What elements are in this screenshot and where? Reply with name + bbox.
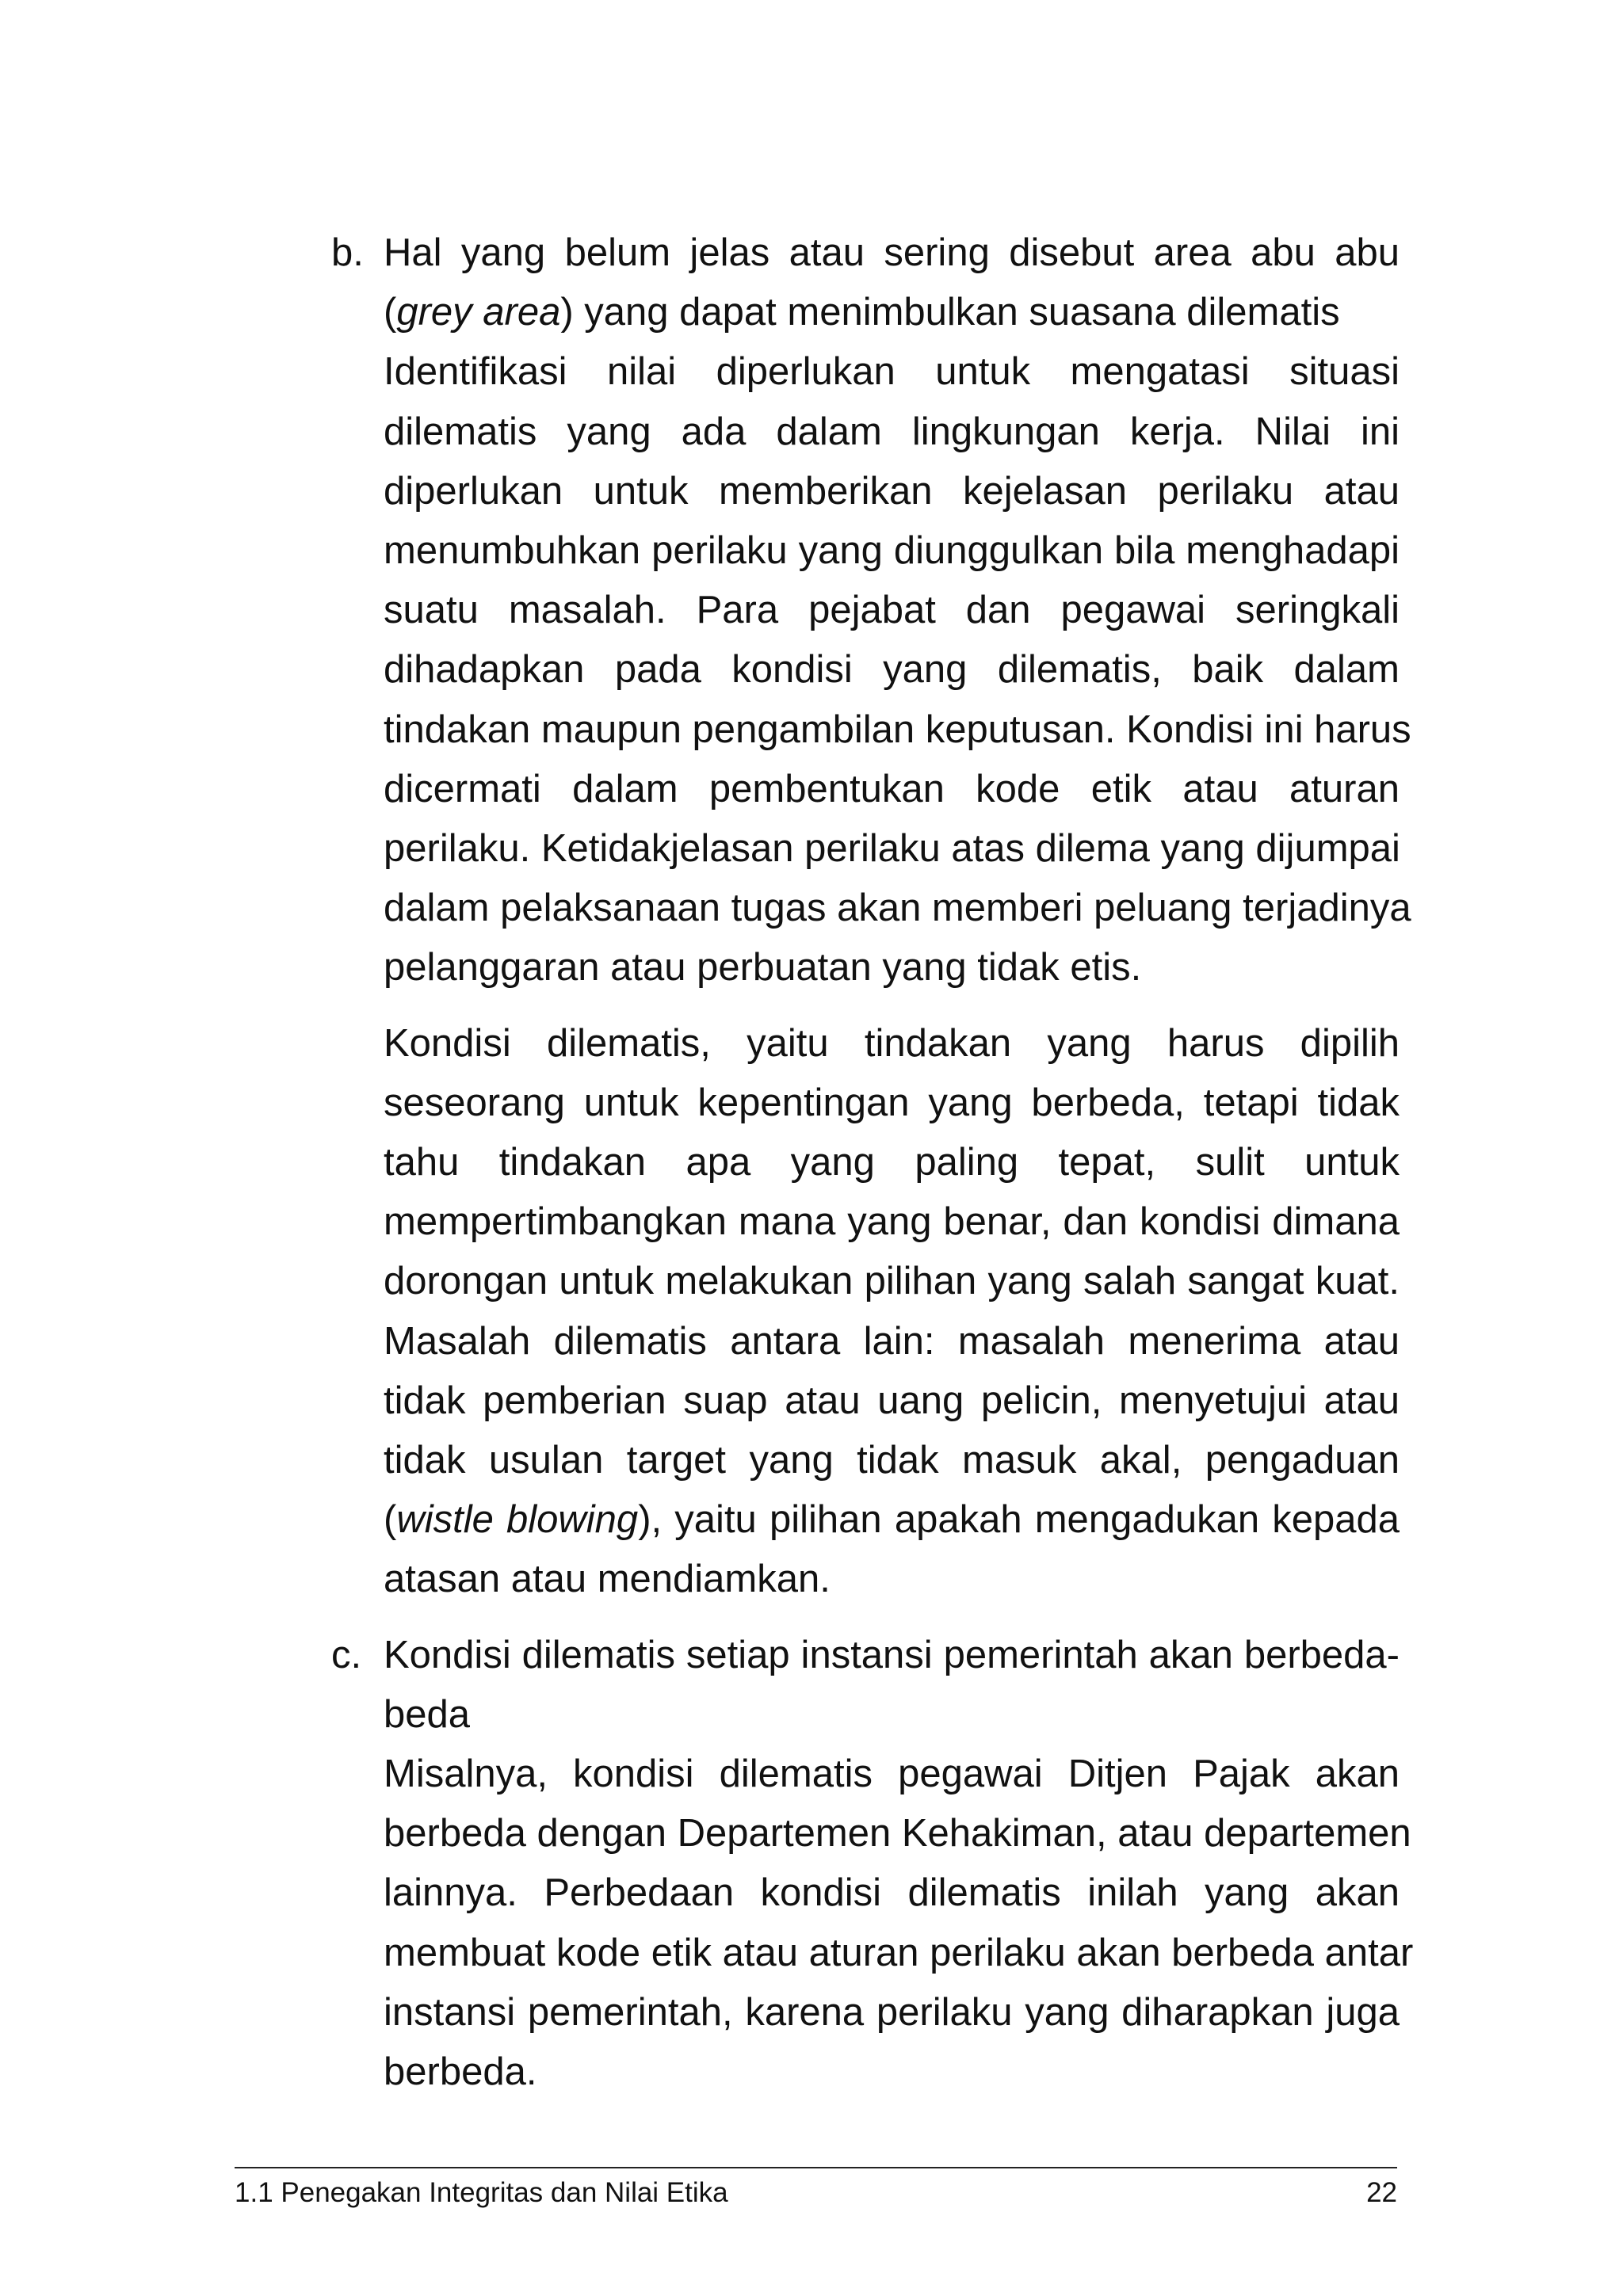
document-body [331, 223, 1414, 2102]
paragraph [384, 223, 1411, 998]
list-marker: b. [331, 231, 364, 274]
text-line: Masalah dilematis antara lain: masalah menerima atau [384, 1319, 1400, 1363]
list-item-b [331, 223, 1411, 1610]
text-line: dalam pelaksanaan tugas akan memberi peluang terjadinya [384, 887, 1411, 930]
text-line: dilematis yang ada dalam lingkungan kerja. Nilai ini [384, 410, 1400, 453]
text-line: perilaku. Ketidakjelasan perilaku atas dilema yang dijumpai [384, 827, 1400, 871]
text-line: Kondisi dilematis, yaitu tindakan yang harus dipilih [384, 1021, 1400, 1065]
text-line: tahu tindakan apa yang paling tepat, sulit untuk [384, 1141, 1400, 1184]
text-line: Hal yang belum jelas atau sering disebut area abu abu [384, 231, 1400, 274]
text-line: seseorang untuk kepentingan yang berbeda, tetapi tidak [384, 1081, 1400, 1124]
text-line: mempertimbangkan mana yang benar, dan kondisi dimana [384, 1200, 1400, 1244]
text-line: Kondisi dilematis setiap instansi pemerintah akan berbeda- [384, 1633, 1400, 1676]
text-line: atasan atau mendiamkan. [384, 1558, 831, 1601]
text-line: berbeda dengan Departemen Kehakiman, atau departemen [384, 1812, 1411, 1855]
footer-title: 1.1 Penegakan Integritas dan Nilai Etika [235, 2177, 728, 2208]
text-line: (wistle blowing), yaitu pilihan apakah mengadukan kepada [384, 1498, 1400, 1542]
text-line: berbeda. [384, 2050, 537, 2094]
text-line: membuat kode etik atau aturan perilaku akan berbeda antar [384, 1931, 1414, 1974]
text-line: dicermati dalam pembentukan kode etik atau aturan [384, 767, 1400, 810]
paragraph [384, 1014, 1400, 1610]
text-line: tidak usulan target yang tidak masuk akal, pengaduan [384, 1439, 1400, 1482]
text-line: instansi pemerintah, karena perilaku yang diharapkan juga [384, 1990, 1400, 2034]
text-line: beda [384, 1692, 471, 1736]
text-line: diperlukan untuk memberikan kejelasan perilaku atau [384, 469, 1400, 513]
text-line: dorongan untuk melakukan pilihan yang salah sangat kuat. [384, 1260, 1400, 1303]
paragraph [384, 1626, 1414, 2103]
text-line: (grey area) yang dapat menimbulkan suasana dilematis [384, 291, 1340, 334]
text-line: tidak pemberian suap atau uang pelicin, menyetujui atau [384, 1379, 1400, 1422]
text-line: menumbuhkan perilaku yang diunggulkan bila menghadapi [384, 529, 1400, 573]
italic-term: wistle blowing [396, 1498, 639, 1542]
text-line: pelanggaran atau perbuatan yang tidak etis. [384, 946, 1142, 990]
text-line: Identifikasi nilai diperlukan untuk mengatasi situasi [384, 350, 1400, 394]
list-item-c [331, 1626, 1414, 2103]
text-line: tindakan maupun pengambilan keputusan. Kondisi ini harus [384, 707, 1411, 751]
footer-divider [235, 2167, 1397, 2168]
text-line: dihadapkan pada kondisi yang dilematis, baik dalam [384, 648, 1400, 692]
page-number: 22 [1366, 2177, 1397, 2208]
text-line: suatu masalah. Para pejabat dan pegawai seringkali [384, 589, 1400, 632]
list-marker: c. [331, 1633, 362, 1676]
italic-term: grey area [396, 291, 561, 334]
text-line: Misalnya, kondisi dilematis pegawai Ditjen Pajak akan [384, 1753, 1400, 1796]
text-line: lainnya. Perbedaan kondisi dilematis inilah yang akan [384, 1871, 1400, 1915]
